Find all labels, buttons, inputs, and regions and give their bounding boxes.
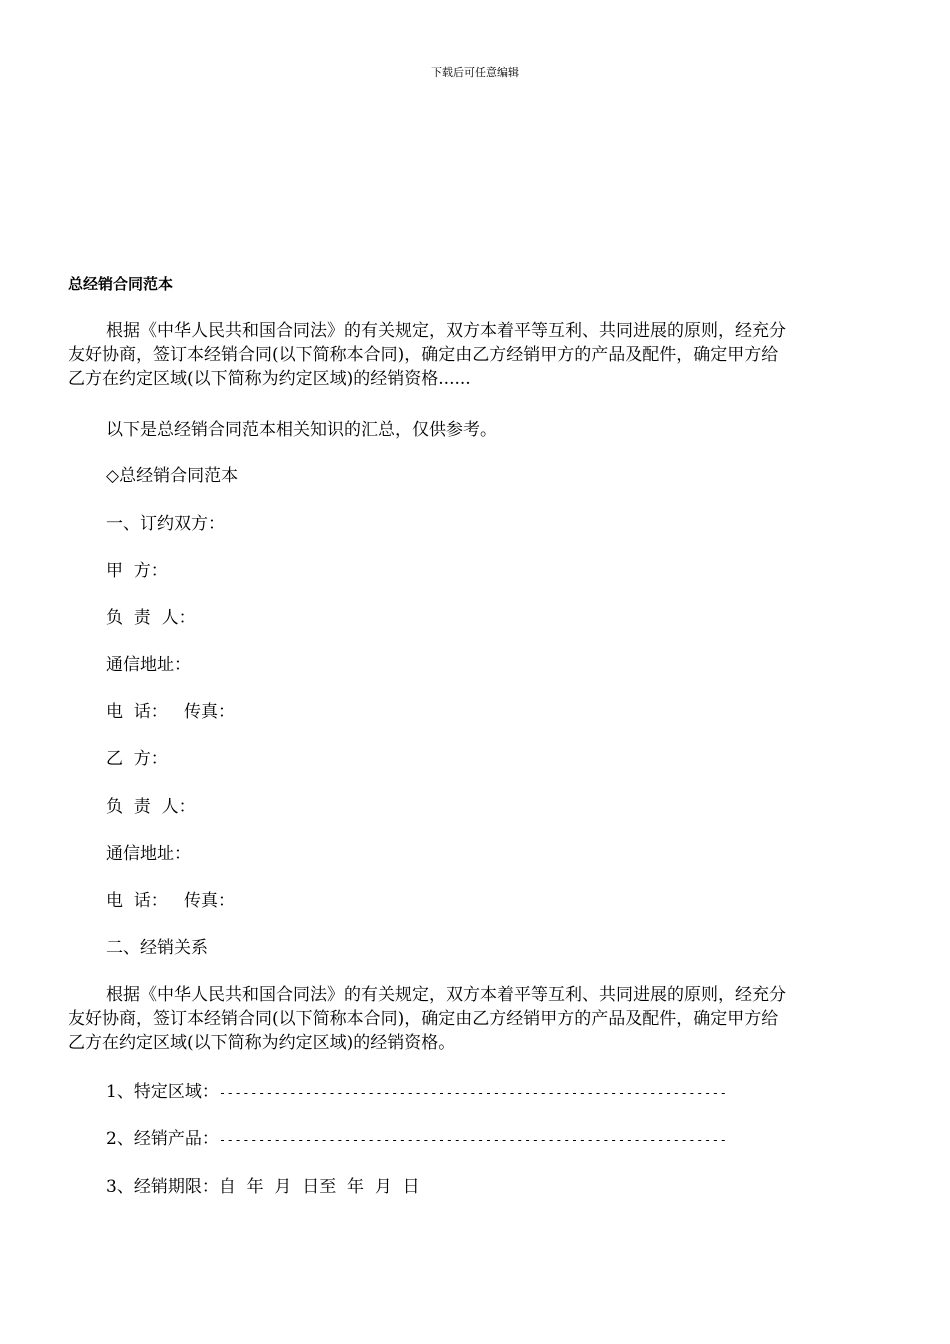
part2-line: 根据《中华人民共和国合同法》的有关规定，双方本着平等互利、共同进展的原则，经充分 xyxy=(106,985,786,1005)
item2-fill-line: ----------------------------------------------------------------- xyxy=(218,1133,728,1147)
party-b-person: 负 责 人： xyxy=(106,797,196,817)
party-a-person: 负 责 人： xyxy=(106,608,196,628)
item1-fill-line: ----------------------------------------------------------------- xyxy=(218,1086,728,1100)
intro-line: 友好协商，签订本经销合同(以下简称本合同)，确定由乙方经销甲方的产品及配件，确定甲方给 xyxy=(68,345,779,365)
part2-heading: 二、经销关系 xyxy=(106,938,208,958)
party-a-label: 甲 方： xyxy=(106,561,168,581)
party-a-address: 通信地址： xyxy=(106,655,191,675)
item1-row xyxy=(68,1080,920,1105)
intro-line: 根据《中华人民共和国合同法》的有关规定，双方本着平等互利、共同进展的原则，经充分 xyxy=(106,321,786,341)
party-b-label: 乙 方： xyxy=(106,749,168,769)
item1-label: 1、特定区域： xyxy=(106,1082,219,1102)
item3-term: 3、经销期限：自 年 月 日至 年 月 日 xyxy=(106,1177,420,1197)
party-a-phone: 电 话： 传真： xyxy=(106,702,236,722)
item2-row xyxy=(68,1127,920,1152)
part2-line: 乙方在约定区域(以下简称为约定区域)的经销资格。 xyxy=(68,1033,456,1053)
party-b-phone: 电 话： 传真： xyxy=(106,891,236,911)
part1-heading: 一、订约双方： xyxy=(106,514,225,534)
summary-text: 以下是总经销合同范本相关知识的汇总，仅供参考。 xyxy=(106,420,497,440)
intro-paragraph xyxy=(68,319,882,391)
page-header-note: 下载后可任意编辑 xyxy=(431,66,519,79)
item2-label: 2、经销产品： xyxy=(106,1129,219,1149)
intro-line: 乙方在约定区域(以下简称为约定区域)的经销资格...... xyxy=(68,369,471,389)
section-marker: ◇总经销合同范本 xyxy=(106,466,239,486)
part2-paragraph xyxy=(68,983,882,1055)
party-b-address: 通信地址： xyxy=(106,844,191,864)
document-title: 总经销合同范本 xyxy=(68,275,174,293)
part2-line: 友好协商，签订本经销合同(以下简称本合同)，确定由乙方经销甲方的产品及配件，确定甲方给 xyxy=(68,1009,779,1029)
